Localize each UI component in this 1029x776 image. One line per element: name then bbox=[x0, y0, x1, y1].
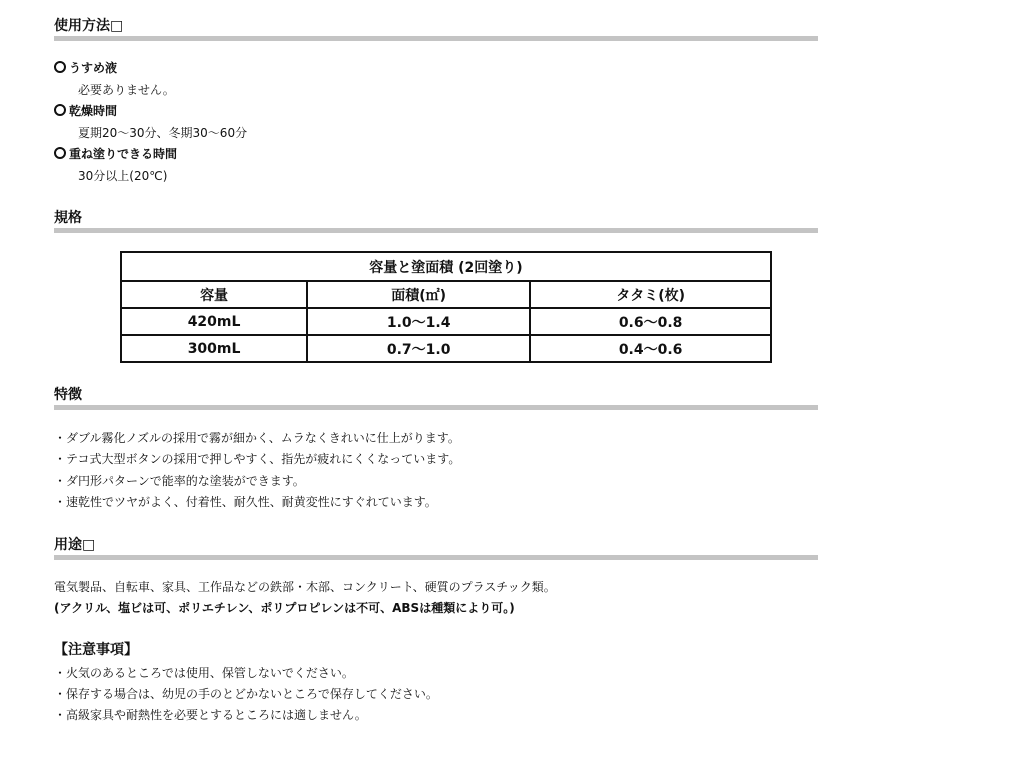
table-header-row bbox=[121, 281, 771, 308]
table-row bbox=[121, 308, 771, 335]
table-caption: 容量と塗面積 (2回塗り) bbox=[121, 252, 771, 281]
uses-text: 電気製品、自転車、家具、工作品などの鉄部・木部、コンクリート、硬質のプラスチック類。 bbox=[54, 580, 556, 594]
usage-rule bbox=[54, 36, 818, 41]
caution-heading: 【注意事項】 bbox=[54, 642, 138, 658]
usage-item-body: 夏期20～30分、冬期30～60分 bbox=[78, 126, 248, 140]
table-cell: 0.7～1.0 bbox=[307, 335, 530, 362]
usage-item-label: 乾燥時間 bbox=[69, 104, 118, 118]
table-cell: 420mL bbox=[121, 308, 307, 335]
feature-item: ・ダブル霧化ノズルの採用で霧が細かく、ムラなくきれいに仕上がります。 bbox=[54, 431, 460, 445]
table-cell: 0.4～0.6 bbox=[530, 335, 771, 362]
circle-bullet-icon bbox=[54, 61, 66, 73]
uses-note: (アクリル、塩ビは可、ポリエチレン、ポリプロピレンは不可、ABSは種類により可。) bbox=[54, 601, 515, 615]
spec-table bbox=[120, 251, 772, 363]
uses-heading: 用途□ bbox=[54, 537, 96, 553]
usage-item-title bbox=[54, 60, 117, 76]
caution-item: ・高級家具や耐熱性を必要とするところには適しません。 bbox=[54, 708, 367, 722]
feature-item: ・速乾性でツヤがよく、付着性、耐久性、耐黄変性にすぐれています。 bbox=[54, 495, 437, 509]
usage-item-label: 重ね塗りできる時間 bbox=[69, 147, 178, 161]
circle-bullet-icon bbox=[54, 104, 66, 116]
feature-item: ・テコ式大型ボタンの採用で押しやすく、指先が疲れにくくなっています。 bbox=[54, 452, 461, 466]
feature-item: ・ダ円形パターンで能率的な塗装ができます。 bbox=[54, 474, 305, 488]
features-rule bbox=[54, 405, 818, 410]
table-cell: 0.6～0.8 bbox=[530, 308, 771, 335]
usage-item-title bbox=[54, 146, 177, 162]
usage-item-label: うすめ液 bbox=[69, 61, 118, 75]
table-caption-row bbox=[121, 252, 771, 281]
column-header-area: 面積(㎡) bbox=[307, 281, 530, 308]
caution-item: ・火気のあるところでは使用、保管しないでください。 bbox=[54, 666, 354, 680]
spec-heading: 規格 bbox=[54, 210, 82, 226]
column-header-tatami: タタミ(枚) bbox=[530, 281, 771, 308]
uses-rule bbox=[54, 555, 818, 560]
table-cell: 1.0～1.4 bbox=[307, 308, 530, 335]
usage-item-body: 必要ありません。 bbox=[78, 83, 175, 97]
table-row bbox=[121, 335, 771, 362]
column-header-capacity: 容量 bbox=[121, 281, 307, 308]
usage-item-title bbox=[54, 103, 117, 119]
spec-rule bbox=[54, 228, 818, 233]
table-cell: 300mL bbox=[121, 335, 307, 362]
circle-bullet-icon bbox=[54, 147, 66, 159]
usage-heading: 使用方法□ bbox=[54, 18, 124, 34]
usage-item-body: 30分以上(20℃) bbox=[78, 169, 168, 183]
features-heading: 特徴 bbox=[54, 387, 82, 403]
caution-item: ・保存する場合は、幼児の手のとどかないところで保存してください。 bbox=[54, 687, 438, 701]
